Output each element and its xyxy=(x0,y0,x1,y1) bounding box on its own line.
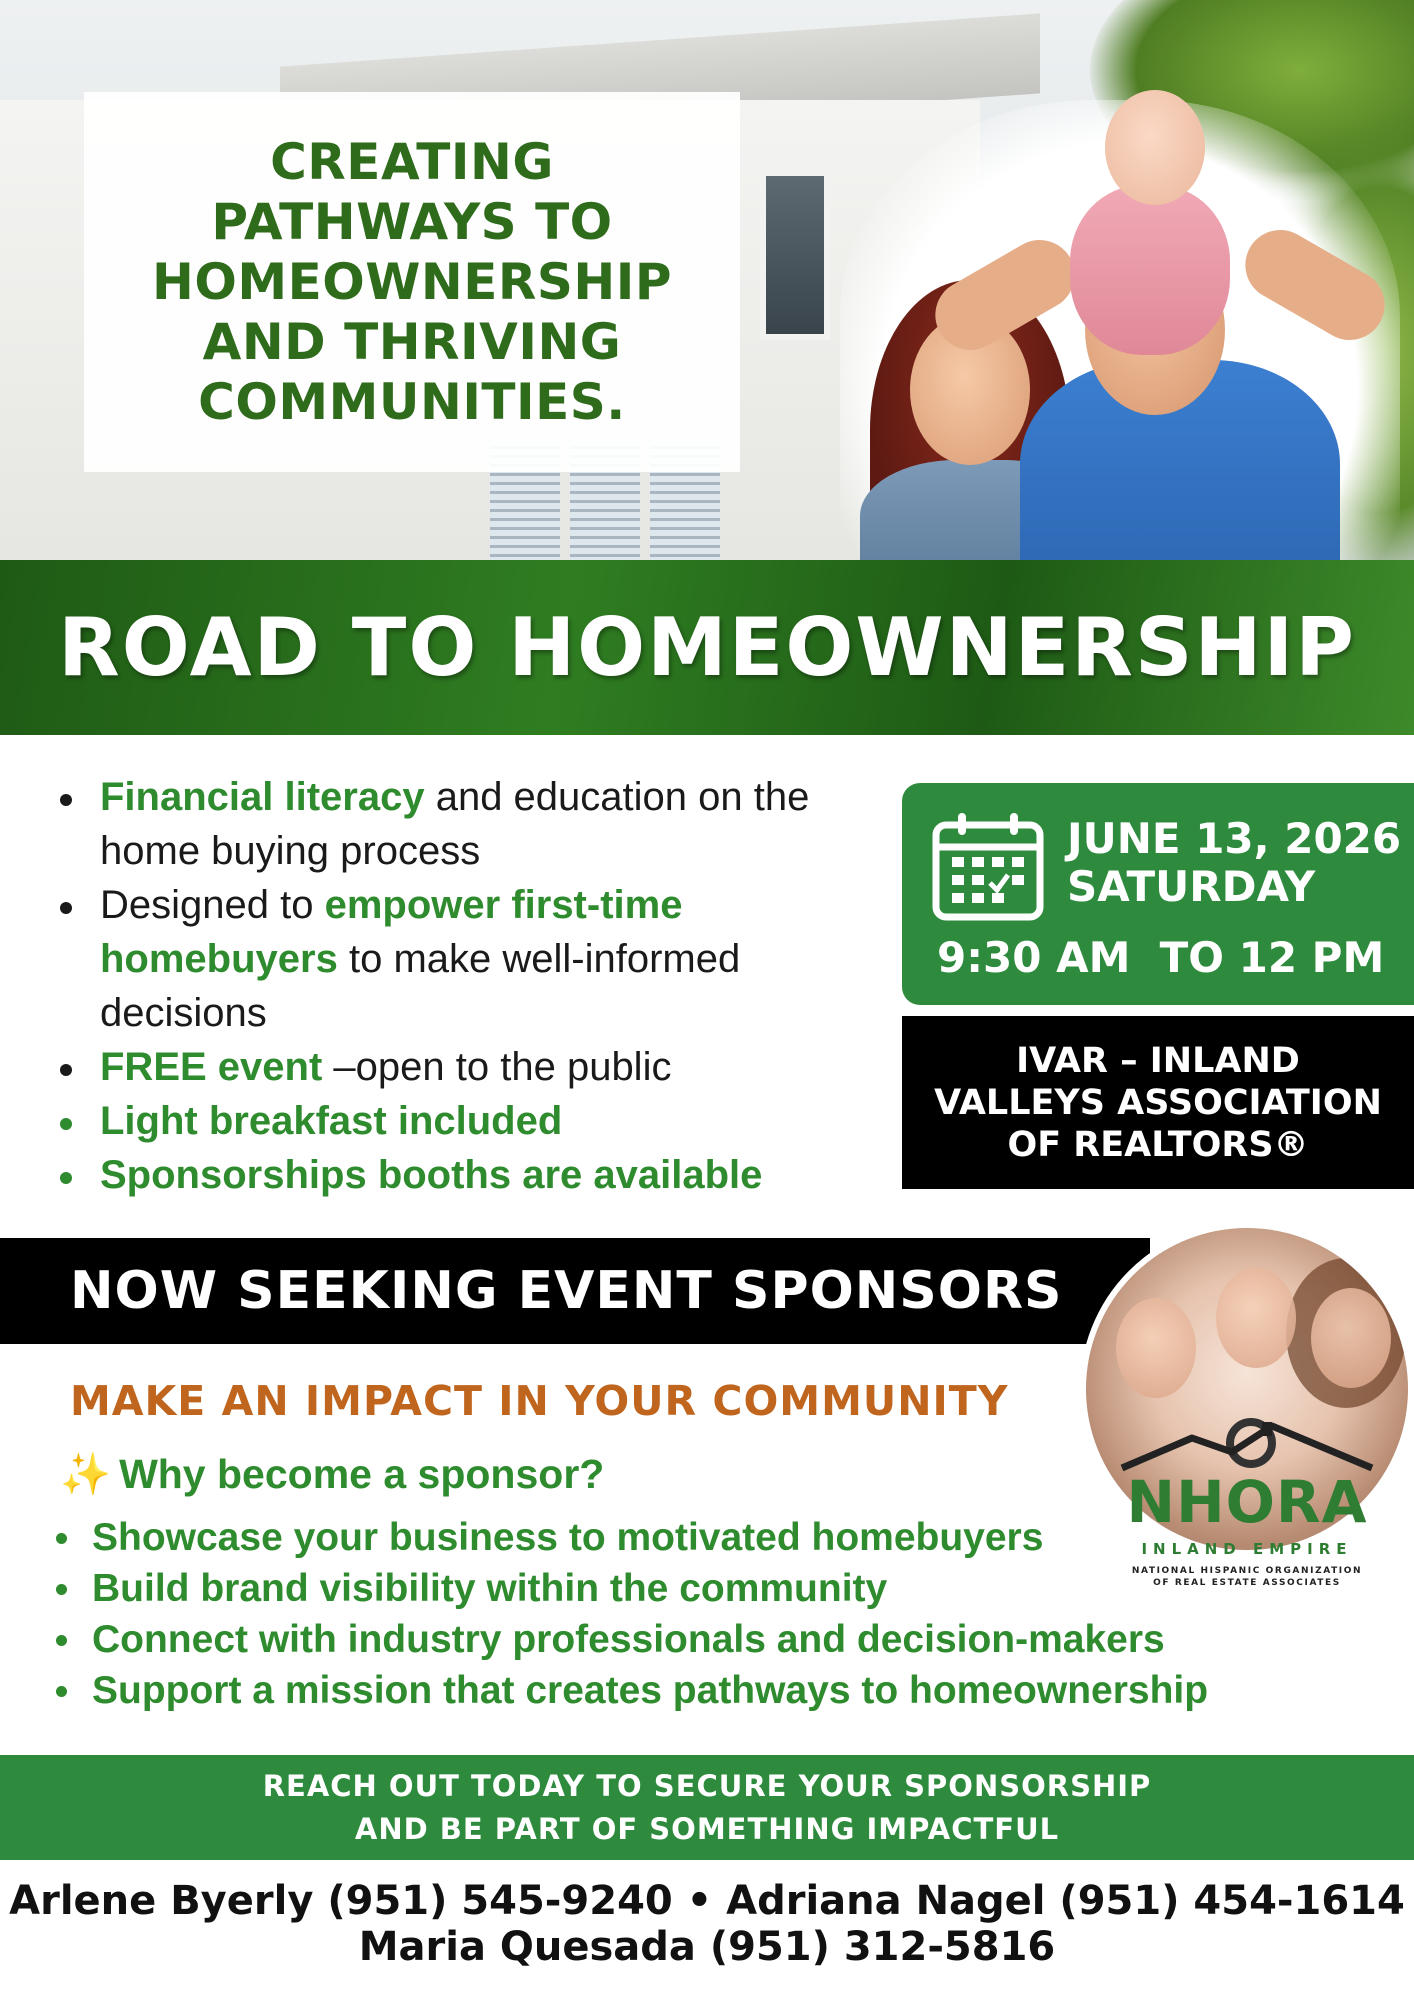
venue-name: IVAR – INLAND VALLEYS ASSOCIATION OF REALTORS® xyxy=(934,1040,1382,1165)
highlight-emphasis: empower first-time homebuyers xyxy=(100,883,683,981)
baby-figure xyxy=(1105,90,1205,205)
sparkles-icon: ✨ xyxy=(60,1451,112,1497)
highlight-text: to make well-informed decisions xyxy=(100,937,741,1035)
venue-box xyxy=(902,1016,1414,1189)
highlight-emphasis: Financial literacy xyxy=(100,775,425,819)
why-sponsor-heading xyxy=(60,1451,604,1499)
why-sponsor-text: Why become a sponsor? xyxy=(119,1451,605,1497)
highlights-list xyxy=(50,770,890,1202)
highlight-item xyxy=(50,1148,890,1202)
benefit-item: Showcase your business to motivated homebuyers xyxy=(50,1512,1350,1563)
impact-heading: MAKE AN IMPACT IN YOUR COMMUNITY xyxy=(70,1377,1009,1425)
logo-subtitle: INLAND EMPIRE xyxy=(1141,1540,1353,1558)
photo-person xyxy=(1216,1268,1296,1368)
highlight-item xyxy=(50,1040,890,1094)
highlight-emphasis: Light breakfast included xyxy=(100,1099,563,1143)
photo-person xyxy=(1116,1298,1196,1398)
highlight-emphasis: Sponsorships booths are available xyxy=(100,1153,763,1197)
headline-box xyxy=(84,92,740,472)
family-photo xyxy=(820,60,1414,560)
highlight-text: and education on the home buying process xyxy=(100,775,810,873)
event-title: ROAD TO HOMEOWNERSHIP xyxy=(58,601,1356,694)
cta-bar xyxy=(0,1755,1414,1860)
logo-name: NHORA xyxy=(1126,1468,1368,1536)
highlight-item xyxy=(50,770,890,878)
hero-banner xyxy=(0,0,1414,560)
calendar-icon xyxy=(930,811,1046,921)
baby-figure xyxy=(1070,185,1230,355)
contact-line: Maria Quesada (951) 312-5816 xyxy=(358,1924,1056,1970)
event-day: SATURDAY xyxy=(1067,862,1316,911)
highlight-emphasis: FREE event xyxy=(100,1045,323,1089)
cta-line: AND BE PART OF SOMETHING IMPACTFUL xyxy=(354,1811,1060,1846)
logo-tagline: OF REAL ESTATE ASSOCIATES xyxy=(1153,1578,1341,1588)
sponsor-heading-bar xyxy=(0,1238,1150,1344)
event-time: 9:30 AM TO 12 PM xyxy=(937,933,1385,982)
logo-tagline: NATIONAL HISPANIC ORGANIZATION xyxy=(1131,1566,1363,1576)
sponsor-heading: NOW SEEKING EVENT SPONSORS xyxy=(70,1261,1063,1321)
benefit-item: Support a mission that creates pathways to homeownership xyxy=(50,1665,1350,1716)
contacts xyxy=(0,1878,1414,1970)
cta-line: REACH OUT TODAY TO SECURE YOUR SPONSORSHIP xyxy=(262,1768,1152,1803)
event-details-box xyxy=(902,783,1414,1005)
benefits-list xyxy=(50,1512,1350,1716)
hero-headline: CREATING PATHWAYS TO HOMEOWNERSHIP AND THRIVING COMMUNITIES. xyxy=(151,133,673,431)
highlight-text: Designed to xyxy=(100,883,325,927)
benefit-item: Build brand visibility within the community xyxy=(50,1563,1350,1614)
title-band xyxy=(0,560,1414,735)
photo-person xyxy=(1311,1288,1391,1388)
benefit-item: Connect with industry professionals and decision-makers xyxy=(50,1614,1350,1665)
highlight-item xyxy=(50,1094,890,1148)
highlight-item xyxy=(50,878,890,1040)
contact-line: Arlene Byerly (951) 545-9240 • Adriana Nagel (951) 454-1614 xyxy=(9,1878,1405,1924)
event-date: JUNE 13, 2026 xyxy=(1067,814,1402,863)
highlight-text: –open to the public xyxy=(322,1045,672,1089)
